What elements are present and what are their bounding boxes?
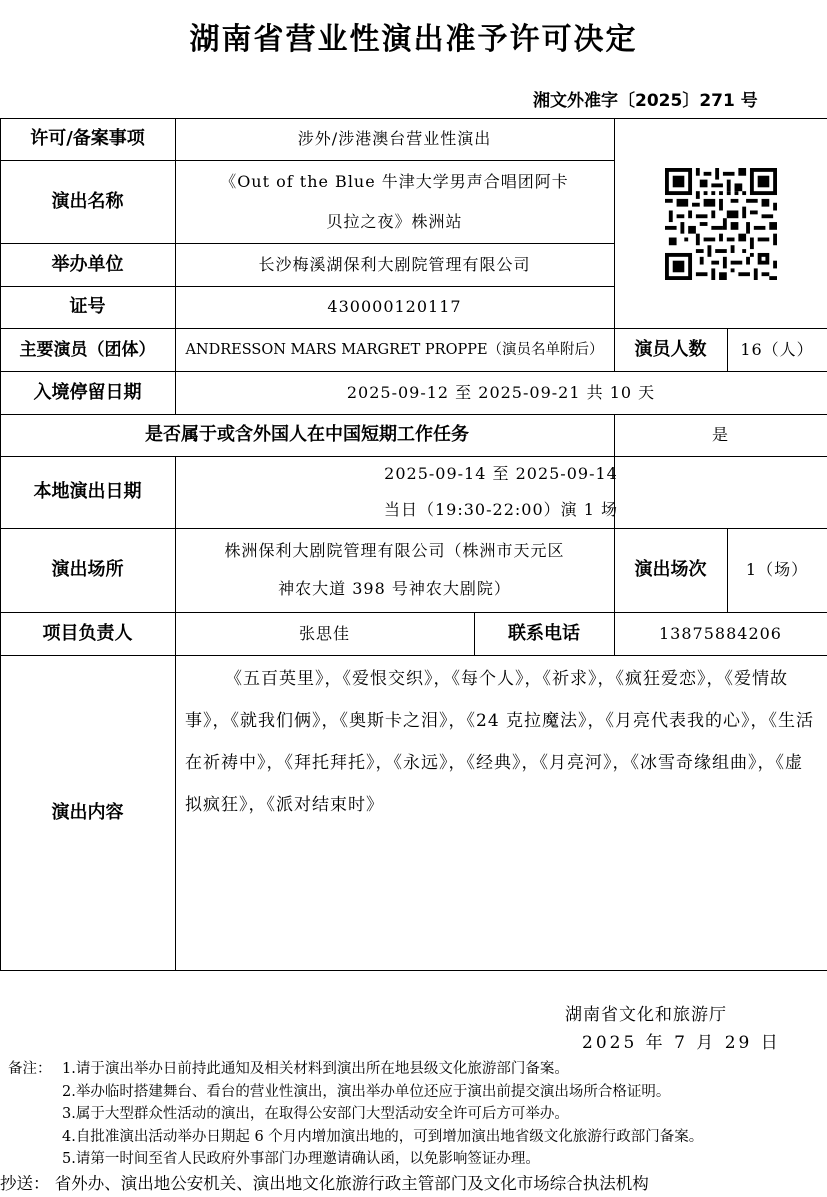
local-dates-line1: 2025-09-14 至 2025-09-14 bbox=[384, 464, 618, 483]
show-name-value bbox=[175, 160, 614, 243]
note-item: 4.自批准演出活动举办日期起 6 个月内增加演出地的，可到增加演出地省级文化旅游行政部门备案。 bbox=[62, 1128, 704, 1145]
show-name-line1: 《Out of the Blue 牛津大学男声合唱团阿卡 bbox=[220, 171, 569, 191]
content-label: 演出内容 bbox=[51, 801, 124, 823]
organizer-value: 长沙梅溪湖保利大剧院管理有限公司 bbox=[258, 254, 531, 274]
sessions-label: 演出场次 bbox=[634, 559, 707, 580]
local-dates-value bbox=[175, 456, 827, 528]
issuer: 湖南省文化和旅游厅 bbox=[565, 1005, 727, 1025]
note-item: 3.属于大型群众性活动的演出，在取得公安部门大型活动安全许可后方可举办。 bbox=[62, 1106, 569, 1122]
item-label: 许可/备案事项 bbox=[30, 128, 145, 149]
content-line: 《爱情故事》，《就我们俩》，《奥斯卡之泪》，《24 克拉魔法》，《月亮 bbox=[185, 669, 788, 731]
venue-label: 演出场所 bbox=[51, 559, 124, 580]
sessions-value: 1（场） bbox=[745, 560, 809, 579]
permit-table bbox=[0, 118, 827, 971]
cc-line: 抄送： 省外办、演出地公安机关、演出地文化旅游行政主管部门及文化市场综合执法机构 bbox=[0, 1174, 649, 1193]
local-dates-line2: 当日（19:30-22:00）演 1 场 bbox=[384, 500, 618, 519]
stay-label: 入境停留日期 bbox=[33, 381, 142, 403]
manager-name: 张思佳 bbox=[298, 623, 350, 643]
short-work-label: 是否属于或含外国人在中国短期工作任务 bbox=[145, 424, 469, 445]
show-name-line2: 贝拉之夜》株洲站 bbox=[326, 211, 463, 231]
performers-label: 主要演员（团体） bbox=[19, 339, 156, 360]
performers-value: ANDRESSON MARS MARGRET PROPPE（演员名单附后） bbox=[185, 341, 604, 358]
document-number: 湘文外准字〔2025〕271 号 bbox=[533, 91, 758, 111]
content-songs bbox=[185, 658, 817, 826]
phone-value: 13875884206 bbox=[659, 623, 782, 643]
note-item: 2.举办临时搭建舞台、看台的营业性演出，演出举办单位还应于演出前提交演出场所合格证明。 bbox=[62, 1083, 671, 1100]
content-line: 亮河》，《冰雪奇缘组曲》，《虚拟疯狂》，《派对结束时》 bbox=[185, 753, 803, 815]
issue-date: 2025 年 7 月 29 日 bbox=[582, 1033, 781, 1053]
venue-line1: 株洲保利大剧院管理有限公司（株洲市天元区 bbox=[224, 541, 565, 560]
short-work-value: 是 bbox=[711, 425, 729, 444]
venue-value bbox=[175, 528, 614, 612]
license-label: 证号 bbox=[69, 296, 106, 317]
performer-count-value: 16（人） bbox=[740, 339, 814, 359]
content-line: 《五百英里》，《爱恨交织》，《每个人》，《祈求》，《疯狂爱恋》， bbox=[225, 669, 725, 689]
phone-label: 联系电话 bbox=[508, 622, 580, 644]
performer-count-label: 演员人数 bbox=[634, 338, 707, 360]
show-name-label: 演出名称 bbox=[51, 190, 124, 212]
note-item: 1.请于演出举办日前持此通知及相关材料到演出所在地县级文化旅游部门备案。 bbox=[62, 1061, 569, 1077]
local-dates-label: 本地演出日期 bbox=[33, 481, 142, 502]
document-title: 湖南省营业性演出准予许可决定 bbox=[189, 22, 638, 57]
manager-label: 项目负责人 bbox=[42, 622, 133, 644]
venue-line2: 神农大道 398 号神农大剧院） bbox=[278, 579, 511, 598]
license-value: 430000120117 bbox=[327, 297, 462, 316]
stay-value: 2025-09-12 至 2025-09-21 共 10 天 bbox=[346, 382, 656, 402]
item-value: 涉外/涉港澳台营业性演出 bbox=[297, 129, 492, 148]
note-item: 5.请第一时间至省人民政府外事部门办理邀请确认函，以免影响签证办理。 bbox=[62, 1151, 540, 1167]
content-line: 代表我的心》，《生活在祈祷中》，《拜托拜托》，《永远》，《经典》，《月 bbox=[185, 711, 815, 773]
qr-code-icon bbox=[665, 168, 777, 280]
organizer-label: 举办单位 bbox=[51, 253, 124, 275]
notes-label: 备注： bbox=[8, 1061, 52, 1077]
